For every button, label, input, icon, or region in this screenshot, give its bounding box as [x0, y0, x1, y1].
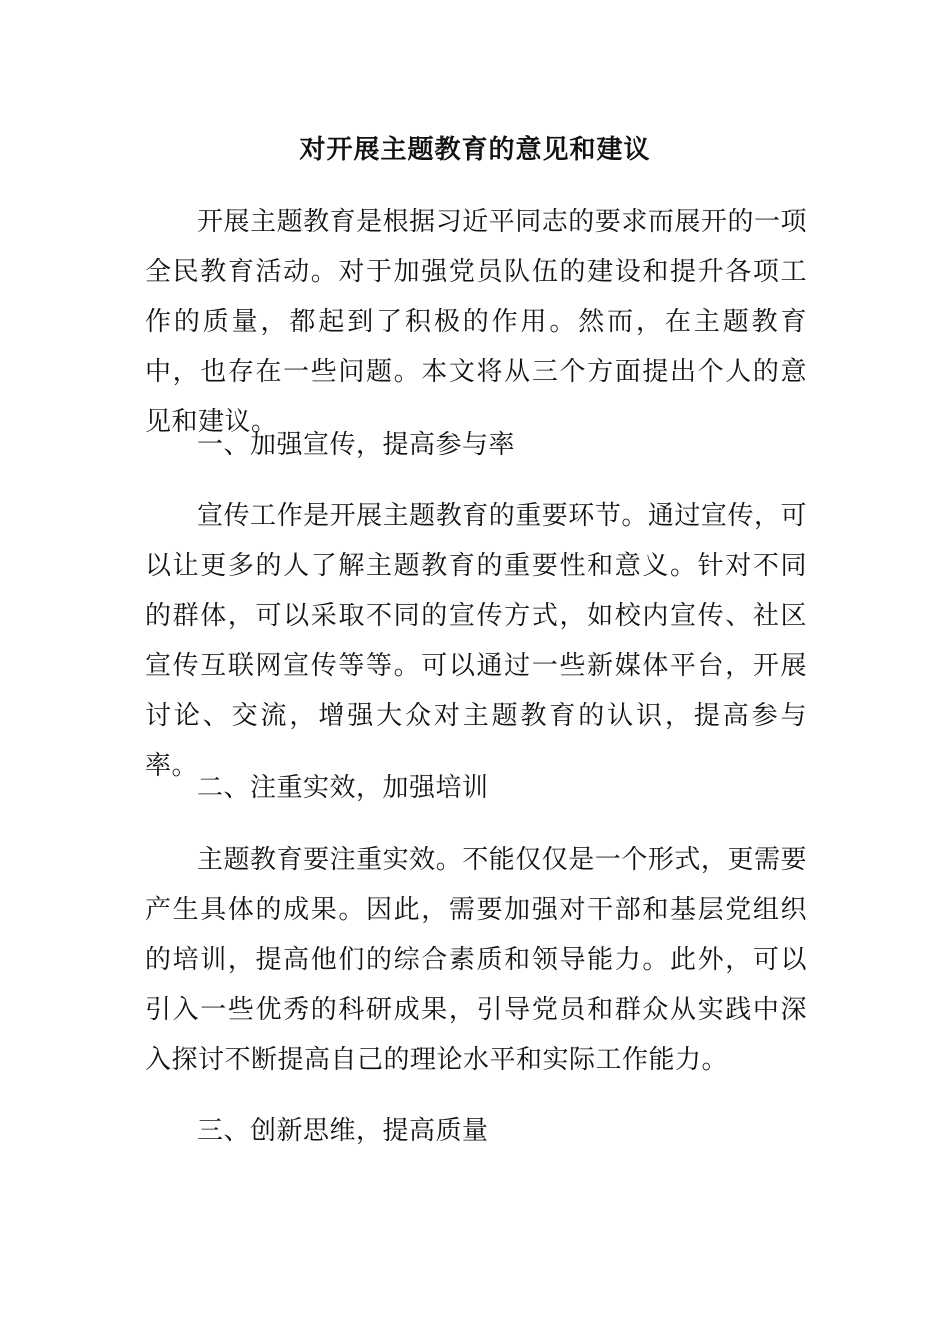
intro-paragraph: 开展主题教育是根据习近平同志的要求而展开的一项全民教育活动。对于加强党员队伍的建设和提升各项工作的质量，都起到了积极的作用。然而，在主题教育中，也存在一些问题。本文将从三个方面提出个人的意见和建议。: [145, 207, 807, 437]
section-2-heading: 二、注重实效，加强培训: [197, 773, 489, 803]
document-title: 对开展主题教育的意见和建议: [299, 135, 651, 165]
section-1-paragraph: 宣传工作是开展主题教育的重要环节。通过宣传，可以让更多的人了解主题教育的重要性和意义。针对不同的群体，可以采取不同的宣传方式，如校内宣传、社区宣传互联网宣传等等。可以通过一些新媒体平台，开展讨论、交流，增强大众对主题教育的认识，提高参与率。: [145, 501, 807, 781]
section-3-heading: 三、创新思维，提高质量: [197, 1116, 489, 1146]
section-2-paragraph: 主题教育要注重实效。不能仅仅是一个形式，更需要产生具体的成果。因此，需要加强对干部和基层党组织的培训，提高他们的综合素质和领导能力。此外，可以引入一些优秀的科研成果，引导党员和群众从实践中深入探讨不断提高自己的理论水平和实际工作能力。: [145, 845, 807, 1075]
section-1-heading: 一、加强宣传，提高参与率: [197, 430, 516, 460]
